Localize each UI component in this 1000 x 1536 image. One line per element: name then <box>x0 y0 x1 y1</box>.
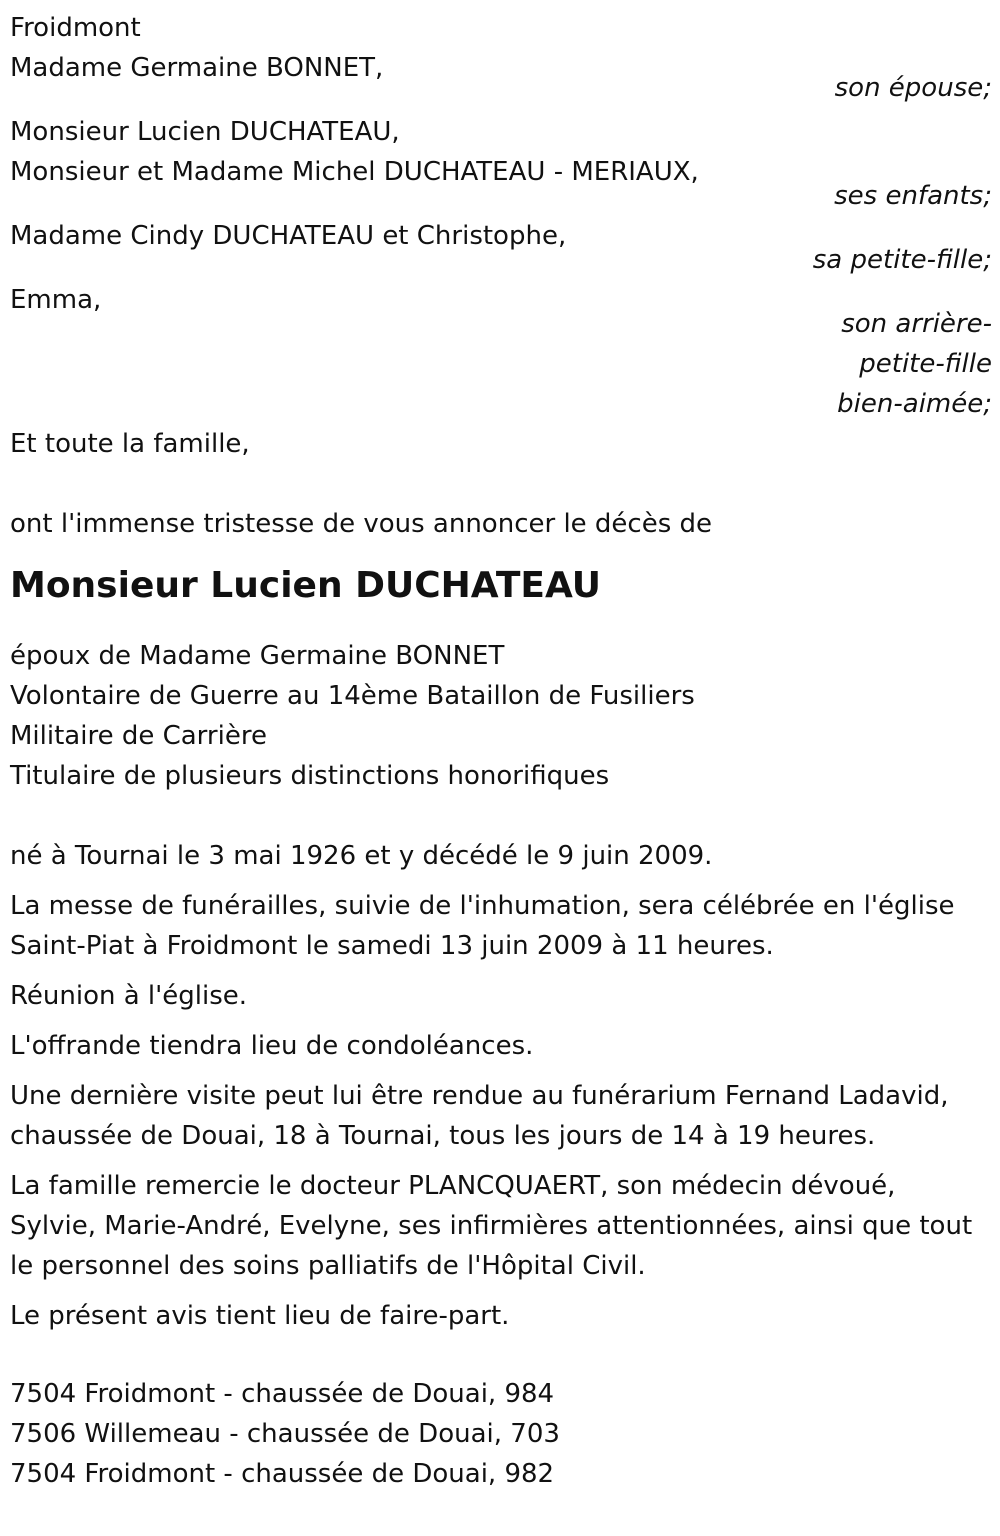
visit-paragraph <box>10 1076 992 1156</box>
address-line: 7504 Froidmont - chaussée de Douai, 982 <box>10 1459 555 1489</box>
place-heading: Froidmont <box>10 13 141 43</box>
address-line: 7504 Froidmont - chaussée de Douai, 984 <box>10 1379 555 1409</box>
paragraph-line: Le présent avis tient lieu de faire-part. <box>10 1301 510 1331</box>
family-name: Monsieur Lucien DUCHATEAU, <box>10 117 400 147</box>
title-line: Titulaire de plusieurs distinctions honorifiques <box>10 761 610 791</box>
paragraph-line: Sylvie, Marie-André, Evelyne, ses infirmières attentionnées, ainsi que tout <box>10 1211 973 1241</box>
paragraph-line: La famille remercie le docteur PLANCQUAERT, son médecin dévoué, <box>10 1171 896 1201</box>
paragraph-line: L'offrande tiendra lieu de condoléances. <box>10 1031 534 1061</box>
notice-paragraph <box>10 1296 992 1336</box>
family-role: bien-aimée; <box>837 389 992 419</box>
announcement-line: ont l'immense tristesse de vous annoncer le décès de <box>10 509 713 539</box>
thanks-paragraph <box>10 1166 992 1286</box>
deceased-titles <box>10 636 992 796</box>
title-line: Volontaire de Guerre au 14ème Bataillon de Fusiliers <box>10 681 695 711</box>
title-line: époux de Madame Germaine BONNET <box>10 641 505 671</box>
address-line: 7506 Willemeau - chaussée de Douai, 703 <box>10 1419 560 1449</box>
family-group-spouse <box>10 48 992 108</box>
paragraph-line: Saint-Piat à Froidmont le samedi 13 juin 2009 à 11 heures. <box>10 931 774 961</box>
birth-death-paragraph <box>10 836 992 876</box>
offering-paragraph <box>10 1026 992 1066</box>
family-group-children <box>10 112 992 216</box>
title-line: Militaire de Carrière <box>10 721 267 751</box>
paragraph-line: La messe de funérailles, suivie de l'inhumation, sera célébrée en l'église <box>10 891 955 921</box>
address-list <box>10 1374 992 1494</box>
paragraph-line: chaussée de Douai, 18 à Tournai, tous les jours de 14 à 19 heures. <box>10 1121 876 1151</box>
family-role: son arrière- <box>841 309 992 339</box>
family-group-great-granddaughter <box>10 280 992 424</box>
family-name: Emma, <box>10 285 102 315</box>
family-role: petite-fille <box>859 349 992 379</box>
family-role: sa petite-fille; <box>812 245 992 275</box>
family-role: son épouse; <box>834 73 992 103</box>
deceased-name: Monsieur Lucien DUCHATEAU <box>10 565 601 606</box>
family-role: ses enfants; <box>834 181 992 211</box>
paragraph-line: Une dernière visite peut lui être rendue au funérarium Fernand Ladavid, <box>10 1081 949 1111</box>
family-group-granddaughter <box>10 216 992 280</box>
family-name: Madame Germaine BONNET, <box>10 53 384 83</box>
paragraph-line: né à Tournai le 3 mai 1926 et y décédé le 9 juin 2009. <box>10 841 713 871</box>
paragraph-line: Réunion à l'église. <box>10 981 248 1011</box>
funeral-paragraph <box>10 886 992 966</box>
all-family-line: Et toute la famille, <box>10 429 250 459</box>
meeting-paragraph <box>10 976 992 1016</box>
obituary-notice <box>10 8 992 1494</box>
family-name: Madame Cindy DUCHATEAU et Christophe, <box>10 221 567 251</box>
paragraph-line: le personnel des soins palliatifs de l'Hôpital Civil. <box>10 1251 646 1281</box>
family-name: Monsieur et Madame Michel DUCHATEAU - MERIAUX, <box>10 157 699 187</box>
